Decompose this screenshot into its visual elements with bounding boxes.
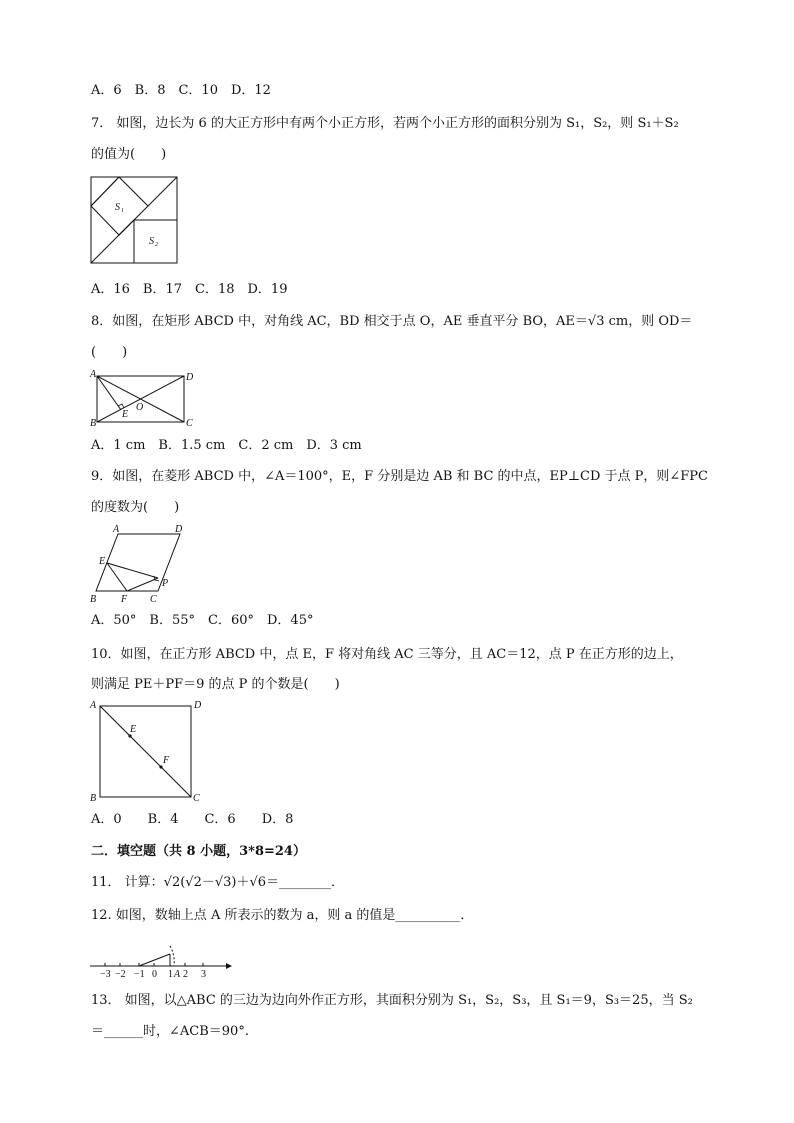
q8-stem-cont: ( )	[91, 345, 128, 360]
tick-neg1: −1	[134, 969, 145, 980]
label-o: O	[136, 402, 144, 413]
s1-label: S	[115, 202, 120, 213]
q7-stem: 7． 如图，边长为 6 的大正方形中有两个小正方形，若两个小正方形的面积分别为 S₁，S₂，则 S₁＋S₂	[91, 116, 679, 131]
label-b: B	[90, 594, 97, 604]
q10-stem: 10．如图，在正方形 ABCD 中，点 E，F 将对角线 AC 三等分，且 AC＝12，点 P 在正方形的边上，	[91, 647, 683, 662]
tick-a: A	[174, 969, 181, 980]
q6-options: A．6 B．8 C．10 D．12	[91, 83, 271, 98]
q9-stem-cont: 的度数为( )	[91, 500, 180, 515]
q7-options: A．16 B．17 C．18 D．19	[91, 282, 288, 297]
label-f: F	[121, 594, 128, 604]
label-d: D	[175, 524, 183, 535]
label-b: B	[90, 793, 97, 804]
tick-0: 0	[152, 969, 157, 980]
tick-3: 3	[201, 969, 206, 980]
label-f: F	[163, 755, 170, 766]
label-e: E	[122, 409, 129, 420]
label-a: A	[113, 524, 120, 535]
q9-options: A．50° B．55° C．60° D．45°	[91, 613, 314, 628]
q10-figure	[88, 697, 208, 805]
q8-figure	[88, 366, 198, 426]
q10-options: A．0 B．4 C．6 D．8	[91, 812, 294, 827]
q7-figure	[90, 176, 180, 266]
label-d: D	[194, 700, 202, 711]
q12-stem: 12. 如图，数轴上点 A 所表示的数为 a，则 a 的值是__________．	[91, 908, 474, 923]
label-p: P	[162, 578, 169, 589]
tick-neg2: −2	[115, 969, 126, 980]
tick-1: 1	[168, 969, 173, 980]
q13-stem: 13． 如图，以△ABC 的三边为边向外作正方形，其面积分别为 S₁，S₂，S₃，且 S₁＝9，S₃＝25，当 S₂	[91, 993, 693, 1008]
label-c: C	[193, 793, 200, 804]
q10-stem-cont: 则满足 PE＋PF＝9 的点 P 的个数是( )	[91, 677, 340, 692]
q8-options: A．1 cm B．1.5 cm C．2 cm D．3 cm	[91, 438, 362, 453]
tick-neg3: −3	[100, 969, 111, 980]
label-c: C	[186, 418, 193, 426]
q9-stem: 9．如图，在菱形 ABCD 中，∠A＝100°，E，F 分别是边 AB 和 BC 的中点，EP⊥CD 于点 P，则∠FPC	[91, 469, 708, 484]
label-d: D	[186, 372, 194, 383]
q9-figure	[88, 522, 188, 604]
label-a: A	[90, 369, 97, 380]
q7-stem-cont: 的值为( )	[91, 147, 167, 162]
q12-number-line	[88, 940, 233, 980]
label-c: C	[150, 594, 157, 604]
label-e: E	[130, 724, 137, 735]
q11-stem: 11． 计算：√2(√2－√3)＋√6＝________．	[91, 875, 345, 890]
label-a: A	[90, 700, 97, 711]
s2-label: S	[149, 236, 154, 247]
section-heading: 二．填空题（共 8 小题，3*8=24）	[91, 844, 306, 859]
q8-stem: 8．如图，在矩形 ABCD 中，对角线 AC，BD 相交于点 O，AE 垂直平分 BO，AE＝√3 cm，则 OD＝	[91, 314, 693, 329]
label-e: E	[99, 556, 106, 567]
q13-stem-cont: ＝______时，∠ACB＝90°.	[91, 1024, 249, 1039]
s1-sub: 1	[121, 208, 124, 214]
label-b: B	[90, 418, 97, 426]
s2-sub: 2	[155, 242, 158, 248]
tick-2: 2	[183, 969, 188, 980]
